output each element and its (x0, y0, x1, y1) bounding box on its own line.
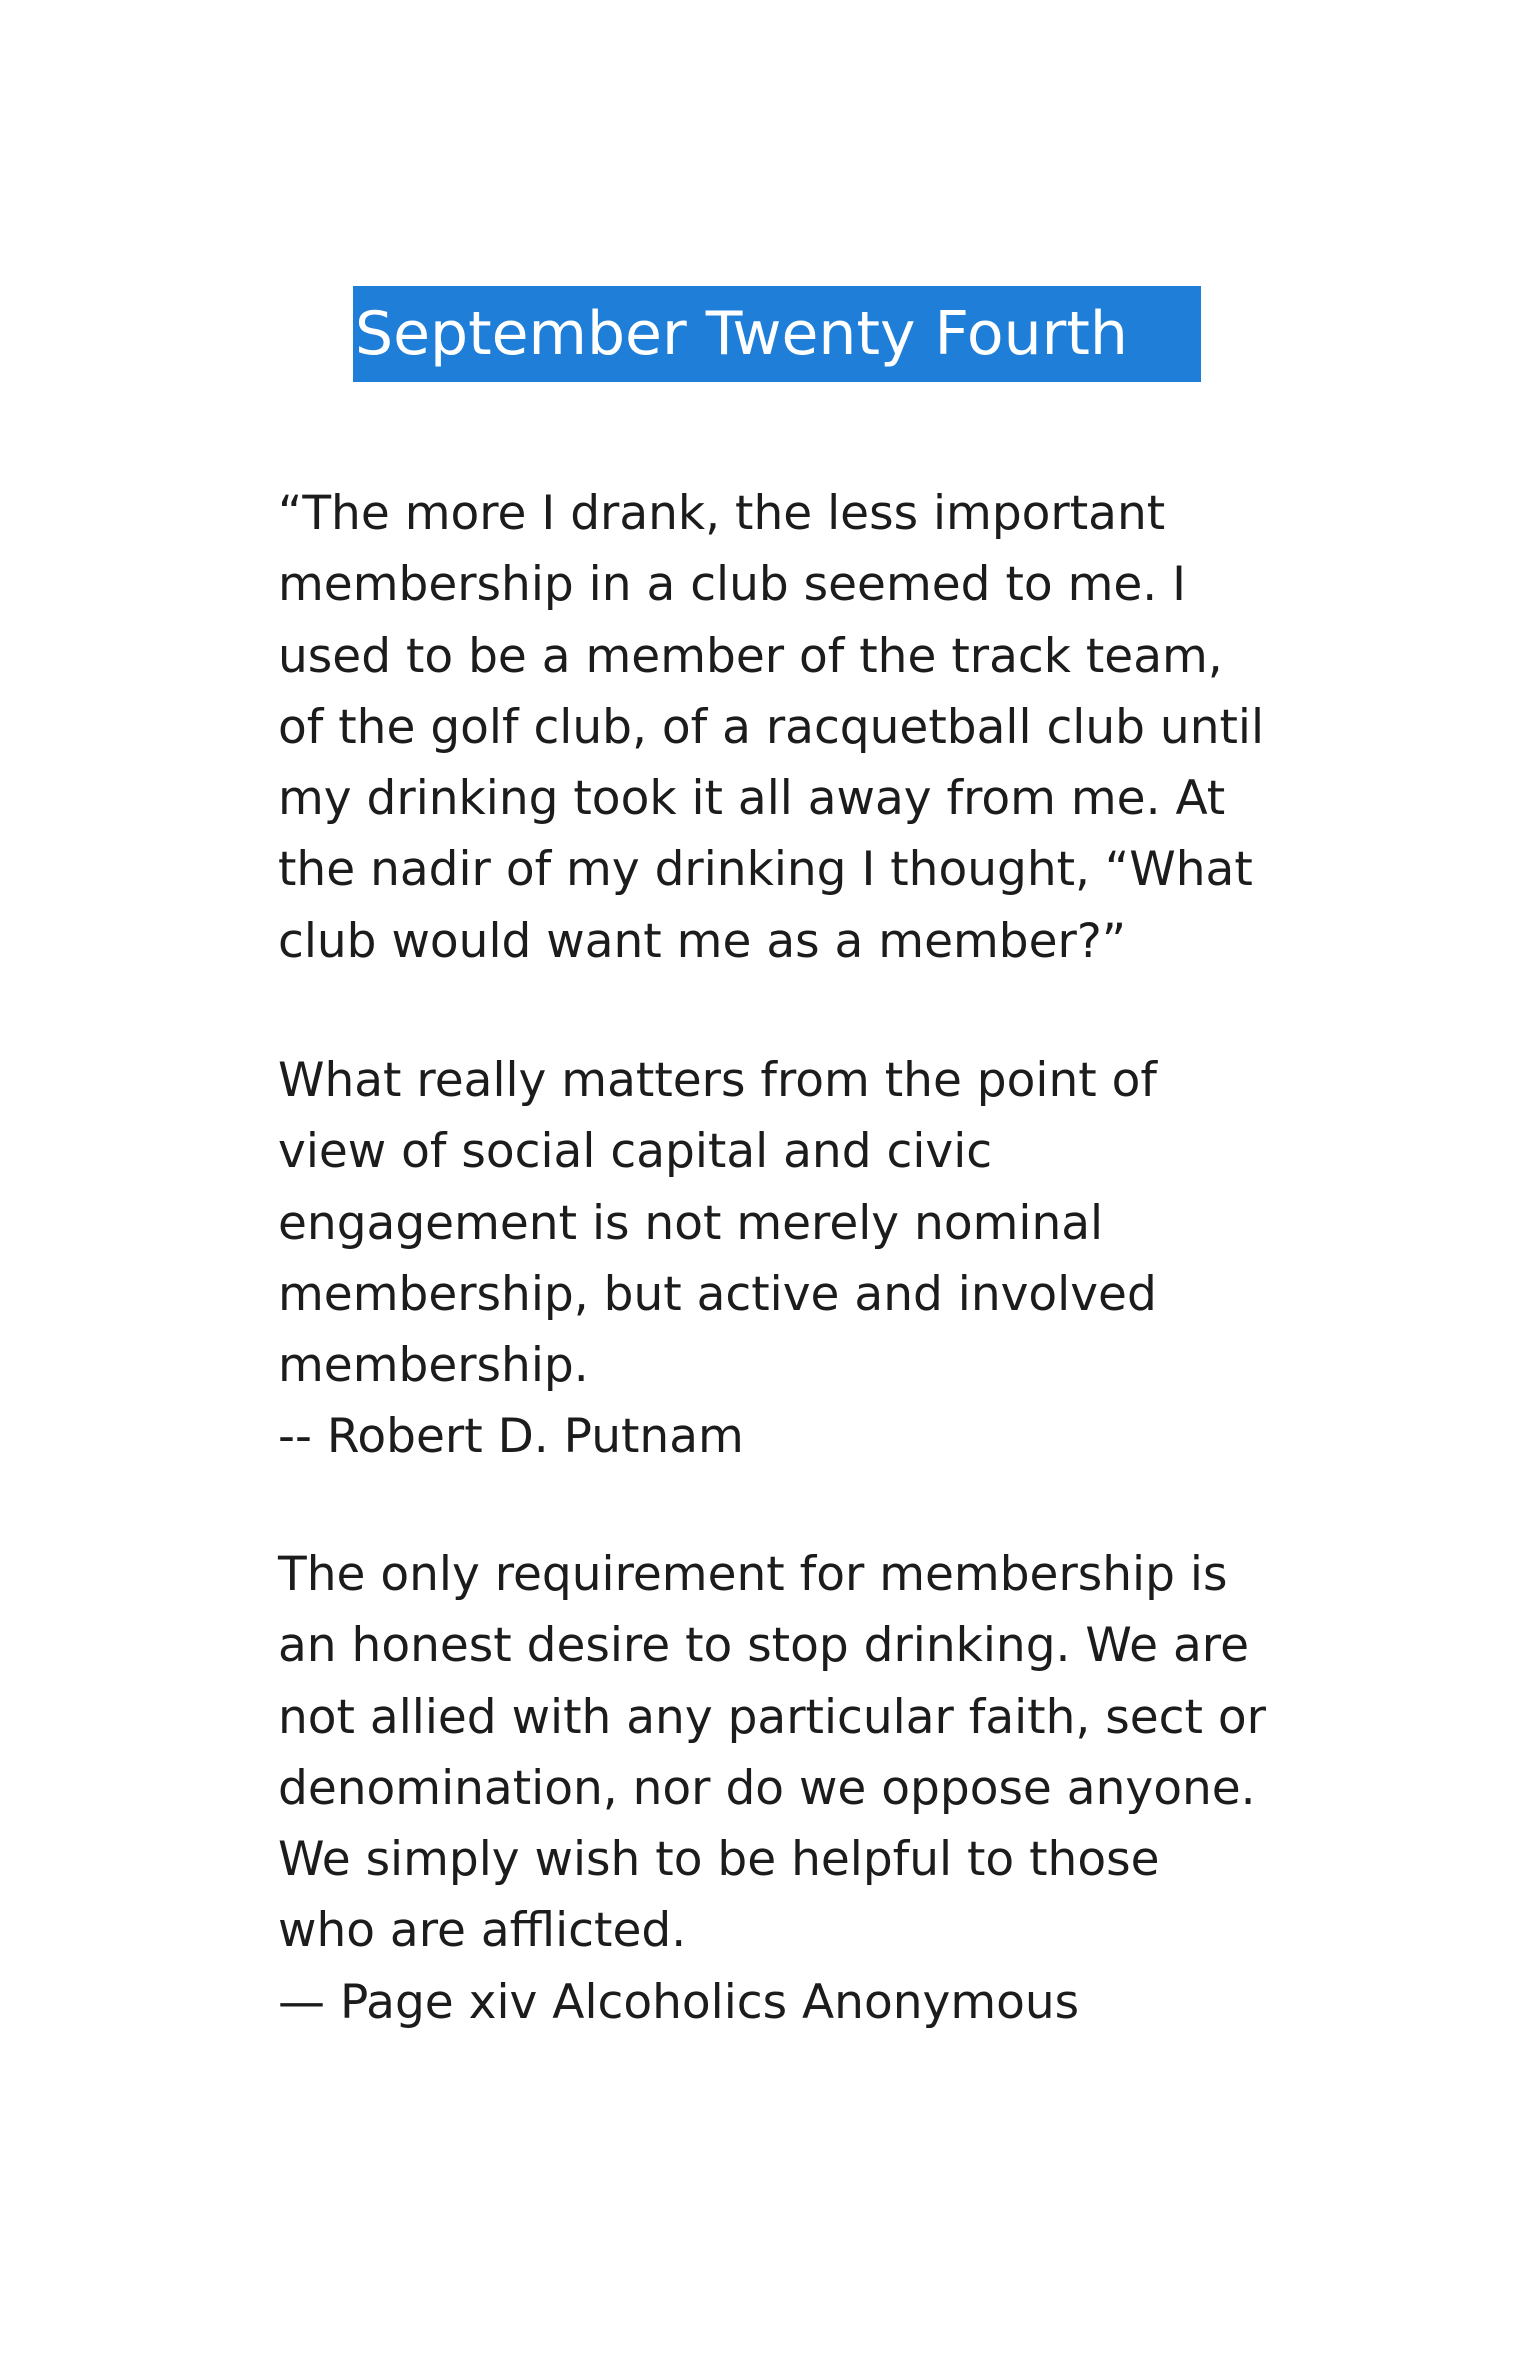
text-line: view of social capital and civic (278, 1124, 993, 1180)
text-line: an honest desire to stop drinking. We are (278, 1618, 1250, 1674)
text-line: membership. (278, 1338, 589, 1394)
text-line: membership, but active and involved (278, 1266, 1157, 1322)
text-line: the nadir of my drinking I thought, “What (278, 842, 1253, 898)
attribution-line: — Page xiv Alcoholics Anonymous (278, 1974, 1080, 2030)
attribution-line: -- Robert D. Putnam (278, 1409, 744, 1465)
text-line: of the golf club, of a racquetball club until (278, 699, 1265, 755)
text-line: club would want me as a member?” (278, 913, 1127, 969)
text-line: The only requirement for membership is (278, 1547, 1228, 1602)
quote-paragraph (278, 478, 1278, 977)
text-line: used to be a member of the track team, (278, 628, 1223, 684)
text-line: “The more I drank, the less important (278, 486, 1166, 541)
text-line: who are afflicted. (278, 1903, 687, 1959)
title-highlight (353, 286, 1201, 382)
text-line: my drinking took it all away from me. At (278, 771, 1226, 827)
text-line: engagement is not merely nominal (278, 1195, 1104, 1251)
text-line: What really matters from the point of (278, 1053, 1157, 1108)
putnam-quote-paragraph (278, 1045, 1278, 1473)
page-title: September Twenty Fourth (355, 299, 1128, 369)
text-line: denomination, nor do we oppose anyone. (278, 1760, 1256, 1816)
text-line: not allied with any particular faith, sect or (278, 1689, 1266, 1745)
text-line: We simply wish to be helpful to those (278, 1832, 1160, 1888)
text-line: membership in a club seemed to me. I (278, 557, 1187, 613)
aa-quote-paragraph (278, 1539, 1278, 2038)
